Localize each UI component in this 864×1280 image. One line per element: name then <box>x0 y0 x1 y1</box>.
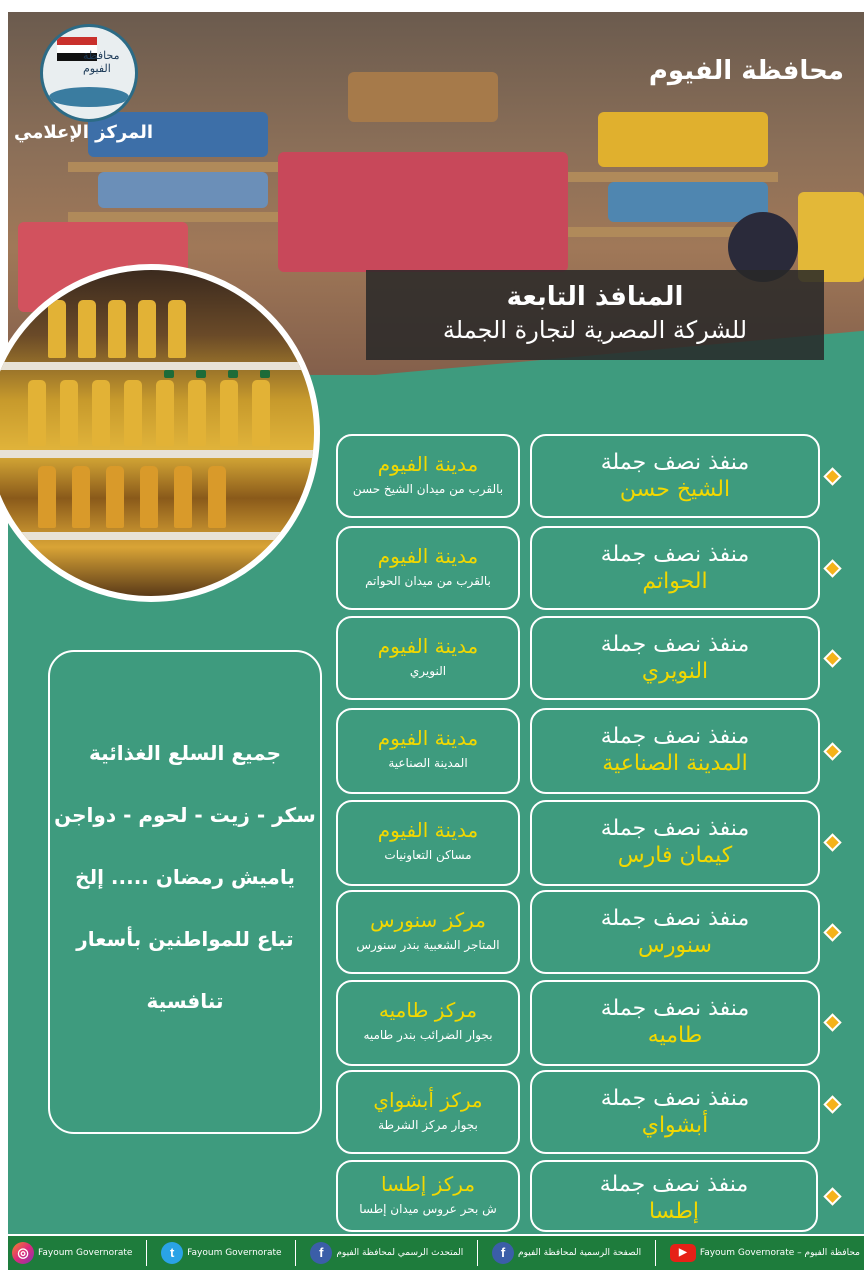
outlet-name-card <box>530 526 820 610</box>
outlet-name-card <box>530 980 820 1066</box>
outlet-city: مدينة الفيوم <box>377 452 479 476</box>
goods-line-4: تباع للمواطنين بأسعار <box>76 927 294 951</box>
outlet-type: منفذ نصف جملة <box>600 542 750 567</box>
twitter-icon: t <box>161 1242 183 1264</box>
outlet-name: النويري <box>641 659 709 684</box>
outlet-address: بجوار مركز الشرطة <box>378 1118 478 1132</box>
footer-divider <box>146 1240 147 1266</box>
governorate-logo <box>40 24 138 122</box>
goods-line-1: جميع السلع الغذائية <box>89 741 281 765</box>
outlet-name: أبشواي <box>641 1113 709 1138</box>
outlet-address: بالقرب من ميدان الشيخ حسن <box>352 482 504 496</box>
youtube-icon: ▶ <box>670 1244 696 1262</box>
outlet-address: النويري <box>409 664 447 678</box>
outlet-name-card <box>530 708 820 794</box>
outlet-name-card <box>530 1070 820 1154</box>
title-line-1: المنافذ التابعة <box>506 282 684 312</box>
goods-box <box>48 650 322 1134</box>
youtube-label: Fayoum Governorate – محافظة الفيوم <box>699 1248 860 1258</box>
title-line-2: للشركة المصرية لتجارة الجملة <box>442 316 748 344</box>
outlet-location-card <box>336 434 520 518</box>
outlet-location-card <box>336 890 520 974</box>
facebook-link-official[interactable] <box>492 1242 641 1264</box>
outlet-name-card <box>530 434 820 518</box>
outlet-type: منفذ نصف جملة <box>600 1086 750 1111</box>
outlet-type: منفذ نصف جملة <box>600 724 750 749</box>
logo-text: محافظة الفيوم <box>83 49 120 75</box>
social-footer <box>8 1236 864 1270</box>
twitter-label: Fayoum Governorate <box>187 1248 282 1258</box>
outlet-city: مركز طاميه <box>378 998 478 1022</box>
outlet-name: الشيخ حسن <box>619 477 731 502</box>
media-center-label: المركز الإعلامي <box>14 122 154 143</box>
facebook-link-spokesman[interactable] <box>310 1242 463 1264</box>
outlet-type: منفذ نصف جملة <box>600 996 750 1021</box>
outlet-city: مدينة الفيوم <box>377 726 479 750</box>
outlet-type: منفذ نصف جملة <box>600 632 750 657</box>
facebook-icon: f <box>310 1242 332 1264</box>
outlet-city: مركز إطسا <box>380 1172 476 1196</box>
outlet-address: ش بحر عروس ميدان إطسا <box>359 1202 497 1216</box>
water-icon <box>49 87 129 107</box>
title-box <box>366 270 824 360</box>
outlet-address: مساكن التعاونيات <box>384 848 472 862</box>
outlet-city: مدينة الفيوم <box>377 634 479 658</box>
outlet-name: المدينة الصناعية <box>602 751 748 776</box>
outlet-address: المدينة الصناعية <box>388 756 468 770</box>
outlet-type: منفذ نصف جملة <box>600 906 750 931</box>
outlet-type: منفذ نصف جملة <box>600 816 750 841</box>
governorate-title: محافظة الفيوم <box>648 56 844 86</box>
outlet-name: الحواتم <box>642 569 708 594</box>
outlet-name: كيمان فارس <box>617 843 733 868</box>
instagram-icon: ◎ <box>12 1242 34 1264</box>
outlet-location-card <box>336 616 520 700</box>
facebook-official-label: الصفحة الرسمية لمحافظة الفيوم <box>518 1248 642 1258</box>
outlet-address: المتاجر الشعبية بندر سنورس <box>356 938 500 952</box>
outlet-city: مدينة الفيوم <box>377 544 479 568</box>
outlet-address: بجوار الضرائب بندر طاميه <box>363 1028 493 1042</box>
outlet-name-card <box>530 890 820 974</box>
goods-line-5: تنافسية <box>146 989 224 1013</box>
footer-divider <box>655 1240 656 1266</box>
outlet-name-card <box>530 616 820 700</box>
outlet-location-card <box>336 800 520 886</box>
facebook-icon: f <box>492 1242 514 1264</box>
outlet-name-card <box>530 800 820 886</box>
footer-divider <box>477 1240 478 1266</box>
outlet-city: مركز أبشواي <box>373 1088 483 1112</box>
outlet-location-card <box>336 526 520 610</box>
twitter-link[interactable] <box>161 1242 281 1264</box>
youtube-link[interactable] <box>670 1244 860 1262</box>
facebook-spokesman-label: المتحدث الرسمي لمحافظة الفيوم <box>336 1248 464 1258</box>
instagram-label: Fayoum Governorate <box>38 1248 133 1258</box>
outlet-location-card <box>336 708 520 794</box>
outlet-type: منفذ نصف جملة <box>600 450 750 475</box>
outlet-location-card <box>336 1070 520 1154</box>
outlet-name: إطسا <box>649 1199 699 1224</box>
outlet-name-card <box>530 1160 818 1232</box>
outlet-name: طاميه <box>647 1023 703 1048</box>
goods-line-2: سكر - زيت - لحوم - دواجن <box>54 803 316 827</box>
outlet-location-card <box>336 1160 520 1232</box>
outlet-type: منفذ نصف جملة <box>599 1172 749 1197</box>
outlet-location-card <box>336 980 520 1066</box>
instagram-link[interactable] <box>12 1242 132 1264</box>
outlet-name: سنورس <box>638 933 712 958</box>
outlet-city: مركز سنورس <box>370 908 486 932</box>
outlet-city: مدينة الفيوم <box>377 818 479 842</box>
footer-divider <box>295 1240 296 1266</box>
outlet-address: بالقرب من ميدان الحواتم <box>365 574 491 588</box>
goods-line-3: ياميش رمضان ..... إلخ <box>75 865 295 889</box>
